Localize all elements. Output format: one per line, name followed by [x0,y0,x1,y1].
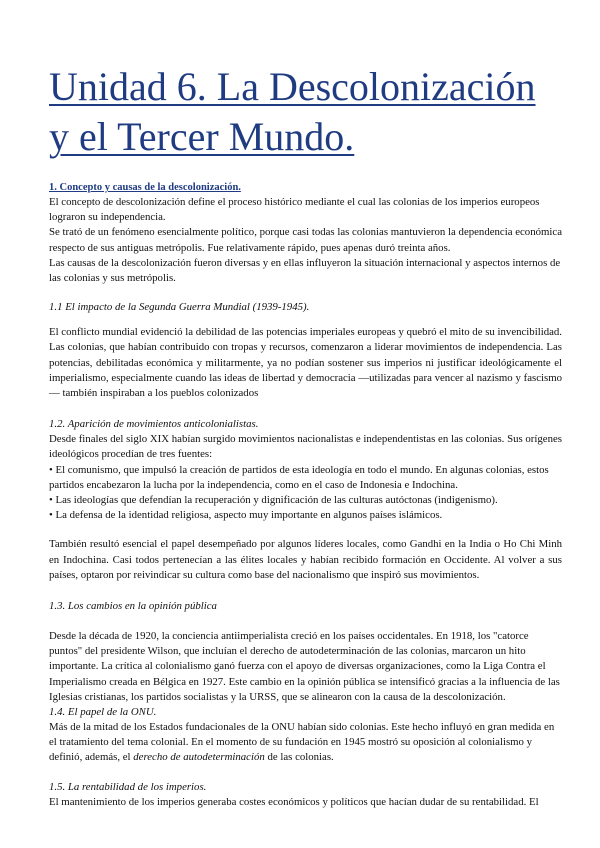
page-title: Unidad 6. La Descolonización y el Tercer Mundo. [49,64,536,159]
section-1-paragraph-1: El concepto de descolonización define el proceso histórico mediante el cual las colonias de los imperios europeos lograron su independencia. [49,196,540,224]
section-1-2-paragraph-2: También resultó esencial el papel desempeñado por algunos líderes locales, como Gandhi en la India o Ho Chi Minh en Indochina. Casi todos pertenecían a las élites locales y habían recibido formación en Occidente. Al volver a sus países, optaron por reivindicar su cultura como base del nacionalismo que inspiró sus movimientos. [49,538,562,581]
section-1-3-paragraph: Desde la década de 1920, la conciencia antiimperialista creció en los países occidentales. En 1918, los "catorce puntos" del presidente Wilson, que incluían el derecho de autodeterminación de las colonias, marcaron un hito importante. La crítica al colonialismo ganó fuerza con el apoyo de diversas organizaciones, como la Liga Contra el Imperialismo creada en Bélgica en 1927. Este cambio en la opinión pública se intensificó gracias a la influencia de las Iglesias cristianas, los partidos socialistas y la URSS, que se alinearon con la causa de la descolonización. [49,630,560,703]
section-heading-1-5: 1.5. La rentabilidad de los imperios. [49,780,207,793]
section-1-paragraph-2: Se trató de un fenómeno esencialmente político, porque casi todas las colonias mantuvieron la dependencia económica respecto de sus antiguas metrópolis. Fue relativamente rápido, pues apenas duró treinta años. [49,226,562,254]
section-1-4-text-b: de las colonias. [264,751,334,764]
section-1-4-text-a: Más de la mitad de los Estados fundacionales de la ONU habían sido colonias. Este hecho influyó en gran medida en el tratamiento del tema colonial. En el momento de su fundación en 1945 mostró su oposición al colonialismo y definió, además, el [49,721,555,764]
section-1-2-bullet-2: • Las ideologías que defendían la recuperación y dignificación de las culturas autóctonas (indigenismo). [49,494,498,507]
section-1-paragraph-3: Las causas de la descolonización fueron diversas y en ellas influyeron la situación internacional y aspectos internos de las colonias y sus metrópolis. [49,256,561,285]
section-1-2-bullet-3: • La defensa de la identidad religiosa, aspecto muy importante en algunos países islámicos. [49,509,443,522]
section-1-2-bullet-1: • El comunismo, que impulsó la creación de partidos de esta ideología en todo el mundo. En algunas colonias, estos partidos encabezaron la lucha por la independencia, como en el caso de Indonesia e Indochina. [49,463,549,491]
section-1-1-paragraph: El conflicto mundial evidenció la debilidad de las potencias imperiales europeas y quebró el mito de su invencibilidad. Las colonias, que habían contribuido con tropas y recursos, comenzaron a liderar movimientos de independencia. Las potencias, debilitadas económica y militarmente, ya no podían sostener sus imperios ni justificar ideológicamente el imperialismo, especialmente cuando las ideas de libertad y democracia —utilizadas para vencer al nazismo y fascismo— también inspiraban a los pueblos colonizados [49,326,562,400]
section-heading-1-1: 1.1 El impacto de la Segunda Guerra Mundial (1939-1945). [49,301,310,314]
section-heading-1: 1. Concepto y causas de la descolonización. [49,182,241,193]
section-1-5-paragraph: El mantenimiento de los imperios generaba costes económicos y políticos que hacían dudar de su rentabilidad. El [49,795,539,808]
section-1-2-paragraph-1: Desde finales del siglo XIX habían surgido movimientos nacionalistas e independentistas en las colonias. Sus orígenes ideológicos procedían de tres fuentes: [49,433,562,461]
section-heading-1-3: 1.3. Los cambios en la opinión pública [49,600,217,613]
self-determination-term: derecho de autodeterminación [133,751,265,764]
section-1-4-paragraph [49,720,562,766]
section-heading-1-4: 1.4. El papel de la ONU. [49,706,157,719]
section-heading-1-2: 1.2. Aparición de movimientos anticolonialistas. [49,418,259,431]
